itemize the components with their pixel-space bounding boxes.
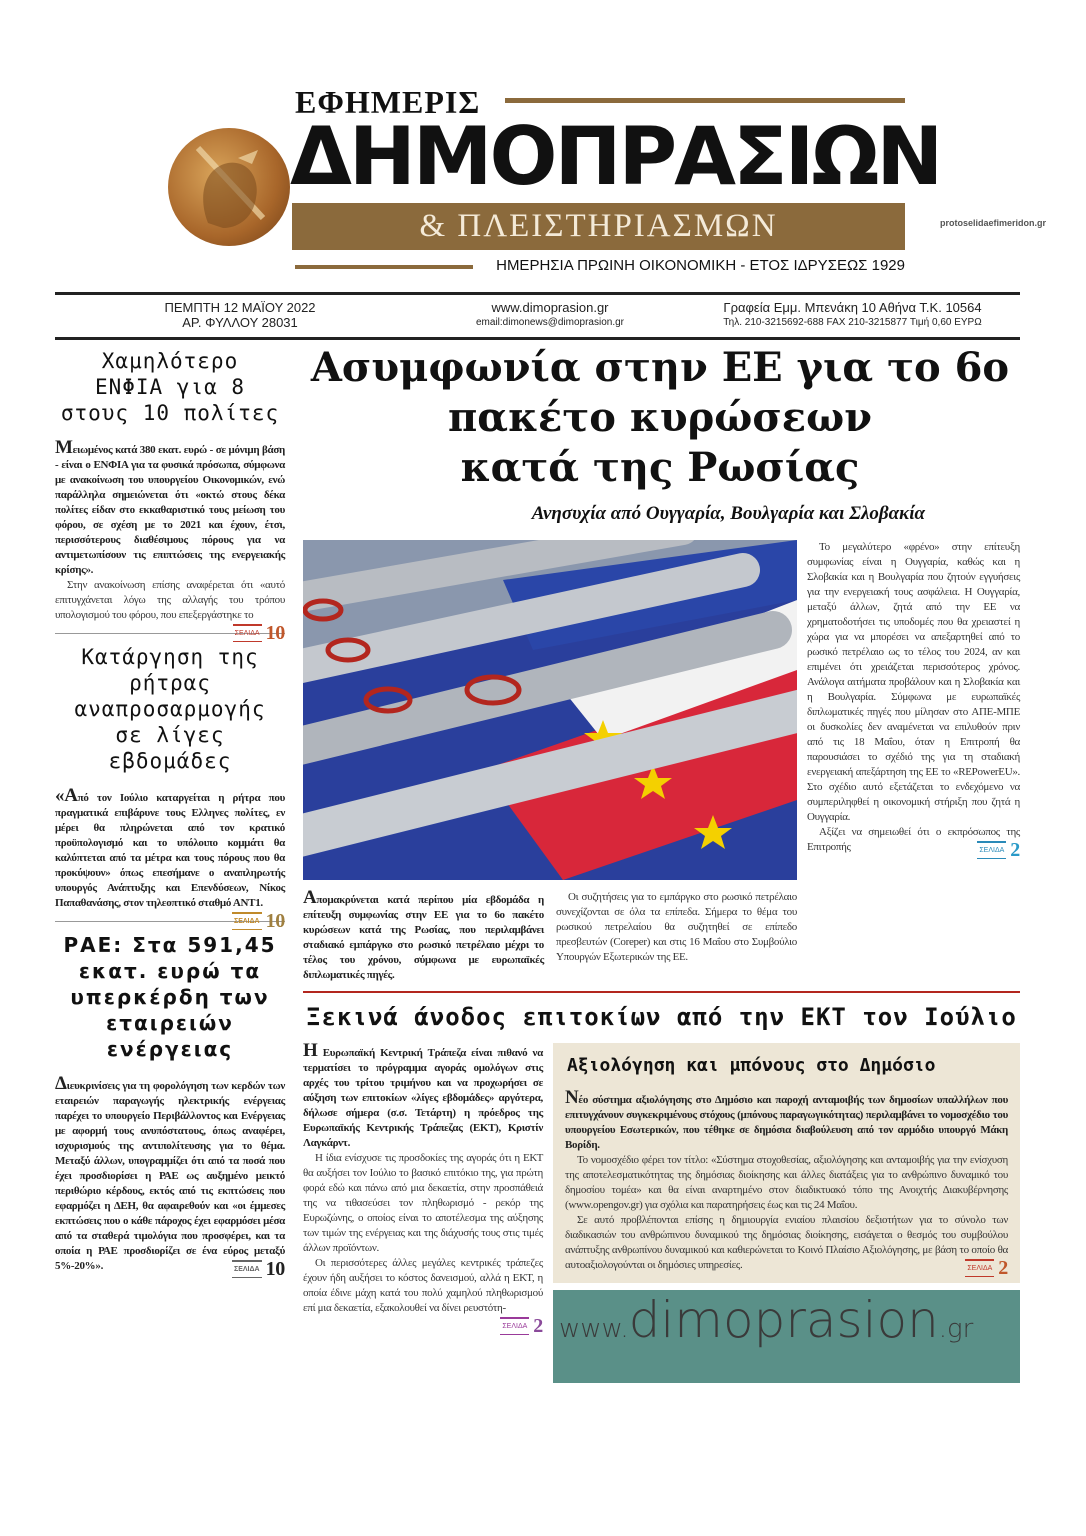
box-body: [565, 1087, 1008, 1279]
address: Γραφεία Εμμ. Μπενάκη 10 Αθήνα Τ.Κ. 10564: [723, 300, 982, 315]
pipeline-flags-photo: [303, 540, 797, 880]
page-number: 2: [1010, 839, 1020, 861]
page-ref[interactable]: [977, 840, 1020, 860]
watermark: protoselidaefimeridon.gr: [940, 218, 1047, 228]
main-body-columns: [303, 887, 797, 983]
headline-line: στους 10 πολίτες: [60, 401, 280, 425]
article-rae: [55, 932, 285, 1280]
bottom-rule: [55, 337, 1020, 340]
page-tag-icon: ΣΕΛΙΔΑ: [233, 624, 262, 642]
website-link[interactable]: www.dimoprasion.gr: [491, 300, 609, 315]
hermes-head-icon: [168, 128, 290, 246]
main-story-left: [303, 540, 797, 983]
headline-line: ρήτρας: [129, 671, 211, 695]
page-tag-icon: ΣΕΛΙΔΑ: [500, 1317, 529, 1335]
left-column: [55, 348, 285, 1279]
contact-web-block: [440, 300, 660, 330]
page-ref[interactable]: [232, 1259, 285, 1279]
main-body-col3: [807, 540, 1020, 860]
drop-cap: «Α: [55, 785, 78, 806]
headline-line: κατά της Ρωσίας: [460, 444, 860, 491]
article-enfia: [55, 348, 285, 644]
email-link[interactable]: email:dimonews@dimoprasion.gr: [476, 317, 624, 328]
issue-number: ΑΡ. ΦΥΛΛΟΥ 28031: [182, 315, 298, 330]
phone-fax-price: Τηλ. 210-3215692-688 FAX 210-3215877 Τιμή 0,60 ΕΥΡΩ: [723, 317, 982, 328]
lower-right: [553, 1043, 1020, 1383]
page-ref[interactable]: [233, 623, 285, 643]
lower-row: [303, 1040, 1020, 1383]
body-text: Το νομοσχέδιο φέρει τον τίτλο: «Σύστημα στοχοθεσίας, αξιολόγησης και ανταμοιβής για την ενίσχυση της αποτελεσματικότητας της δημόσιας διοίκησης και άλλες διατάξεις για το ανθρώπινο δυναμικό του δημοσίου τομέα» και θα είναι αναρτημένο στον διαδικτυακό τόπο της Ανοιχτής Διακυβέρνησης (www.opengov.gr) για σχόλια και παρατηρήσεις έως και τις 24 Μαΐου.: [565, 1154, 1008, 1211]
ecb-body: [303, 1040, 543, 1337]
drop-cap: Η: [303, 1040, 318, 1061]
lead-text: πομακρύνεται κατά περίπου μία εβδομάδα η επίτευξη συμφωνίας στην ΕΕ για το 6ο πακέτο κυρώσεων κατά της Ρωσίας, που περιλαμβάνει σταδιακό εμπάργκο στο ρωσικό πετρέλαιο μέχρι το τέλος του χρόνου, σύμφωνα με ευρωπαϊκές διπλωματικές πηγές.: [303, 894, 544, 981]
ecb-headline[interactable]: Ξεκινά άνοδος επιτοκίων από την ΕΚΤ τον Ιούλιο: [306, 1003, 1017, 1031]
coin-logo: [168, 128, 290, 246]
section-rule: [303, 991, 1020, 993]
page-number: 10: [265, 622, 285, 644]
issue-date-block: [120, 300, 360, 330]
headline-line: αναπροσαρμογής: [74, 697, 266, 721]
article-headline[interactable]: [55, 348, 285, 426]
headline-line: εκατ. ευρώ τα: [78, 959, 262, 983]
article-clause: [55, 644, 285, 932]
masthead-subtitle: & ΠΛΕΙΣΤΗΡΙΑΣΜΩΝ: [292, 203, 905, 250]
body-text: Η ίδια ενίσχυσε τις προσδοκίες της αγοράς ότι η ΕΚΤ θα αυξήσει τον Ιούλιο το βασικό επιτόκιο της, για πρώτη φορά εδώ και πάνω από μια δεκαετία, στην προσπάθειά της να τιθασεύσει τον πληθωρισμό - ρεκόρ της Ευρωζώνης, ο οποίος είναι το αποτέλεσμα της αύξησης των τιμών της ενέργειας και της διάχυσής τους στις τιμές άλλων προϊόντων.: [303, 1152, 543, 1254]
page-number: 2: [533, 1315, 543, 1337]
drop-cap: Α: [303, 887, 317, 908]
ad-name: dimoprasion: [628, 1291, 939, 1349]
body-text: Αξίζει να σημειωθεί ότι ο εκπρόσωπος της Επιτροπής: [807, 826, 1020, 853]
article-body: [55, 437, 285, 644]
lead-text: Ευρωπαϊκή Κεντρική Τράπεζα είναι πιθανό να τερματίσει το πρόγραμμα αγοράς ομολόγων στις αρχές του τρίτου τριμήνου και να προχωρήσει σε αύξηση των επιτοκίων «λίγες εβδομάδες» αργότερα, δήλωσε σήμερα (σ.σ. Τετάρτη) η πρόεδρος της Ευρωπαϊκής Κεντρικής Τράπεζας (ΕΚΤ), Κριστίν Λαγκάρντ.: [303, 1047, 543, 1149]
page-number: 10: [265, 910, 285, 932]
headline-line: Ασυμφωνία στην ΕΕ για το 6ο: [310, 344, 1010, 391]
main-headline[interactable]: [300, 343, 1020, 493]
page-ref[interactable]: [500, 1316, 543, 1336]
body-text: Οι συζητήσεις για το εμπάργκο στο ρωσικό πετρέλαιο συνεχίζονται σε όλα τα επίπεδα. Σήμερα το θέμα του ρωσικού πετρελαίου θα συζητηθεί σε επίπεδο πρεσβευτών (Coreper) και στις 16 Μαΐου στο Συμβούλιο Υπουργών Εξωτερικών της ΕΕ.: [556, 891, 797, 963]
page-ref[interactable]: [965, 1258, 1008, 1278]
lead-text: πό τον Ιούλιο καταργείται η ρήτρα που πραγματικά επιβάρυνε τους Ελληνες πολίτες, εν μέρει θα πληρώνεται από τον κρατικό προϋπολογισμό και το υπόλοιπο κομμάτι θα καλύπτεται από τα μέτρα και τους πόρους που θα προκύψουν» όπως επεσήμανε ο αναπληρωτής υπουργός Ανάπτυξης και Επενδύσεων, Νίκος Παπαθανάσης, στον τηλεοπτικό σταθμό ΑΝΤ1.: [55, 792, 285, 909]
page-number: 10: [265, 1258, 285, 1280]
article-headline[interactable]: [55, 932, 285, 1062]
tagline-line: [295, 265, 473, 269]
headline-line: Κατάργηση της: [81, 645, 259, 669]
headline-line: ενέργειας: [106, 1037, 234, 1061]
main-story-row: [303, 540, 1020, 983]
top-rule: [55, 292, 1020, 295]
main-subheadline: Ανησυχία από Ουγγαρία, Βουλγαρία και Σλοβακία: [531, 503, 925, 524]
ad-prefix: www.: [559, 1314, 629, 1344]
page-tag-icon: ΣΕΛΙΔΑ: [977, 841, 1006, 859]
headline-line: υπερκέρδη των: [70, 985, 270, 1009]
ad-suffix: .gr: [938, 1314, 974, 1344]
body-text: Σε αυτό προβλέπονται επίσης η δημιουργία ενιαίου πλαισίου δεξιοτήτων για το σύνολο των διαδικασιών του ανθρώπινου δυναμικού της δημόσιας διοίκησης, εισάγεται ο θεσμός του συμβούλου ανάπτυξης ανθρωπίνου δυναμικού και καθιερώνεται το Κοινό Πλαίσιο Αξιολόγησης, με βάση το οποίο θα αυτοαξιολογούνται οι δημόσιες υπηρεσίες.: [565, 1214, 1008, 1271]
page-number: 2: [998, 1257, 1008, 1279]
page-ref[interactable]: [232, 911, 285, 931]
article-body: [55, 785, 285, 932]
lead-text: ειωμένος κατά 380 εκατ. ευρώ - σε μόνιμη βάση - είναι ο ΕΝΦΙΑ για τα φυσικά πρόσωπα, σύμφωνα με ανακοίνωση του υπουργείου Οικονομικών, ενώ παράλληλα σημειώνεται ότι «οκτώ στους δέκα πολίτες είδαν στο εκκαθαριστικό τους μείωση του φόρου, σε σχέση με το 2021 και έχουν, έτσι, περισσότερους διαθέσιμους πόρους για να αντιμετωπίσουν τις επιπτώσεις της ενεργειακής κρίσης».: [55, 444, 285, 576]
website-ad-banner[interactable]: [553, 1290, 1020, 1383]
page-tag-icon: ΣΕΛΙΔΑ: [232, 1260, 262, 1278]
drop-cap: Δ: [55, 1073, 67, 1094]
masthead-line: [505, 98, 905, 103]
body-text: Το μεγαλύτερο «φρένο» στην επίτευξη συμφωνίας είναι η Ουγγαρία, καθώς και η Σλοβακία και η Βουλγαρία που ζητούν εγγυήσεις για την ενεργειακή τους ασφάλεια. Η Ουγγαρία, μεταξύ άλλων, ζητά από την ΕΕ να χρηματοδοτήσει τις υποδομές που θα χρειαστεί η χώρα για να μπορέσει να απεξαρτηθεί από το ρωσικό πετρέλαιο ως το τέλος του 2024, αν και επιμένει ότι χρειάζεται περισσότερος χρόνος. Ανάλογα αιτήματα προβάλουν και η Σλοβακία και η Βουλγαρία. Σύμφωνα με ευρωπαϊκές διπλωματικές πηγές που μίλησαν στο ΑΠΕ-ΜΠΕ οι δυσκολίες δεν αναμένεται να επιλυθούν πριν από τις 18 Μαΐου, όταν η Επιτροπή θα παρουσιάσει το σχέδιό της για τη σταδιακή ενεργειακή απεξάρτηση της ΕΕ το «REPowerEU». Στο σχέδιο αυτό εξετάζεται το ενδεχόμενο να συμπεριληφθεί η οικονομική στήριξη που ζητά η Ουγγαρία.: [807, 541, 1020, 823]
headline-line: σε λίγες: [115, 723, 225, 747]
right-area: [303, 540, 1020, 1383]
page-tag-icon: ΣΕΛΙΔΑ: [232, 912, 262, 930]
masthead-title: ΔΗΜΟΠΡΑΣΙΩΝ: [290, 110, 941, 203]
article-headline[interactable]: [55, 644, 285, 774]
public-sector-box: [553, 1043, 1020, 1283]
body-text: Στην ανακοίνωση επίσης αναφέρεται ότι «αυτό επιτυγχάνεται λόγω της αλλαγής του τρόπου υπολογισμού του φόρου, που επεξεργάστηκε το: [55, 579, 285, 621]
address-block: [680, 300, 1025, 330]
headline-line: ΕΝΦΙΑ για 8: [94, 375, 246, 399]
headline-line: πακέτο κυρώσεων: [448, 394, 872, 441]
article-body: [55, 1073, 285, 1280]
issue-date: ΠΕΜΠΤΗ 12 ΜΑΪΟΥ 2022: [164, 300, 316, 315]
lead-text: έο σύστημα αξιολόγησης στο Δημόσιο και παροχή ανταμοιβής των δημοσίων υπαλλήλων που επιτυγχάνουν συγκεκριμένους στόχους (μπόνους παραγωγικότητας) περιλαμβάνει το νομοσχέδιο του υπουργείου Εσωτερικών, που τέθηκε σε δημόσια διαβούλευση από τον αρμόδιο υπουργό Μάκη Βορίδη.: [565, 1094, 1008, 1151]
headline-line: ΡΑΕ: Στα 591,45: [63, 933, 277, 957]
headline-line: Χαμηλότερο: [101, 349, 239, 373]
headline-line: εβδομάδες: [108, 749, 232, 773]
masthead-tagline: ΗΜΕΡΗΣΙΑ ΠΡΩΙΝΗ ΟΙΚΟΝΟΜΙΚΗ - ΕΤΟΣ ΙΔΡΥΣΕΩΣ 1929: [496, 257, 905, 274]
lead-text: ιευκρινίσεις για τη φορολόγηση των κερδών των εταιρειών παραγωγής ηλεκτρικής ενέργειας παρέχει το υπουργείο Περιβάλλοντος και Ενέργειας με αφορμή τους ανυπόστατους, όπως αναφέρει, ισχυρισμούς της αντιπολίτευσης για το θέμα. Μεταξύ άλλων, υπογραμμίζει ότι από τα ποσά που έχει προσδιορίσει η ΡΑΕ ως αυξημένο μεικτό περιθώριο κέρδους, εκτός από τις εκπτώσεις που εφαρμόζει η ΔΕΗ, θα αφαιρεθούν και «οι έμμεσες εκπτώσεις που ο κάθε πάροχος έχει εφαρμόσει μέσα από τα σταθερά τιμολόγια που προσφέρει, και τα οποία η ΡΑΕ προσδιορίζει σε ένα εύρος μεταξύ 5%-20%».: [55, 1080, 285, 1272]
headline-line: εταιρειών: [106, 1011, 234, 1035]
box-headline[interactable]: Αξιολόγηση και μπόνους στο Δημόσιο: [567, 1055, 936, 1076]
body-text: Οι περισσότερες άλλες μεγάλες κεντρικές τράπεζες έχουν ήδη αυξήσει το κόστος δανεισμού, αλλά η ΕΚΤ, η οποία έδινε μάχη κατά του πολύ χαμηλού πληθωρισμού επί μια δεκαετία, εξακολουθεί να δίνει ρευστότη-: [303, 1257, 543, 1314]
masthead-efimeris: ΕΦΗΜΕΡΙΣ: [295, 84, 481, 120]
drop-cap: Μ: [55, 437, 73, 458]
drop-cap: Ν: [565, 1087, 579, 1108]
page-tag-icon: ΣΕΛΙΔΑ: [965, 1259, 994, 1277]
